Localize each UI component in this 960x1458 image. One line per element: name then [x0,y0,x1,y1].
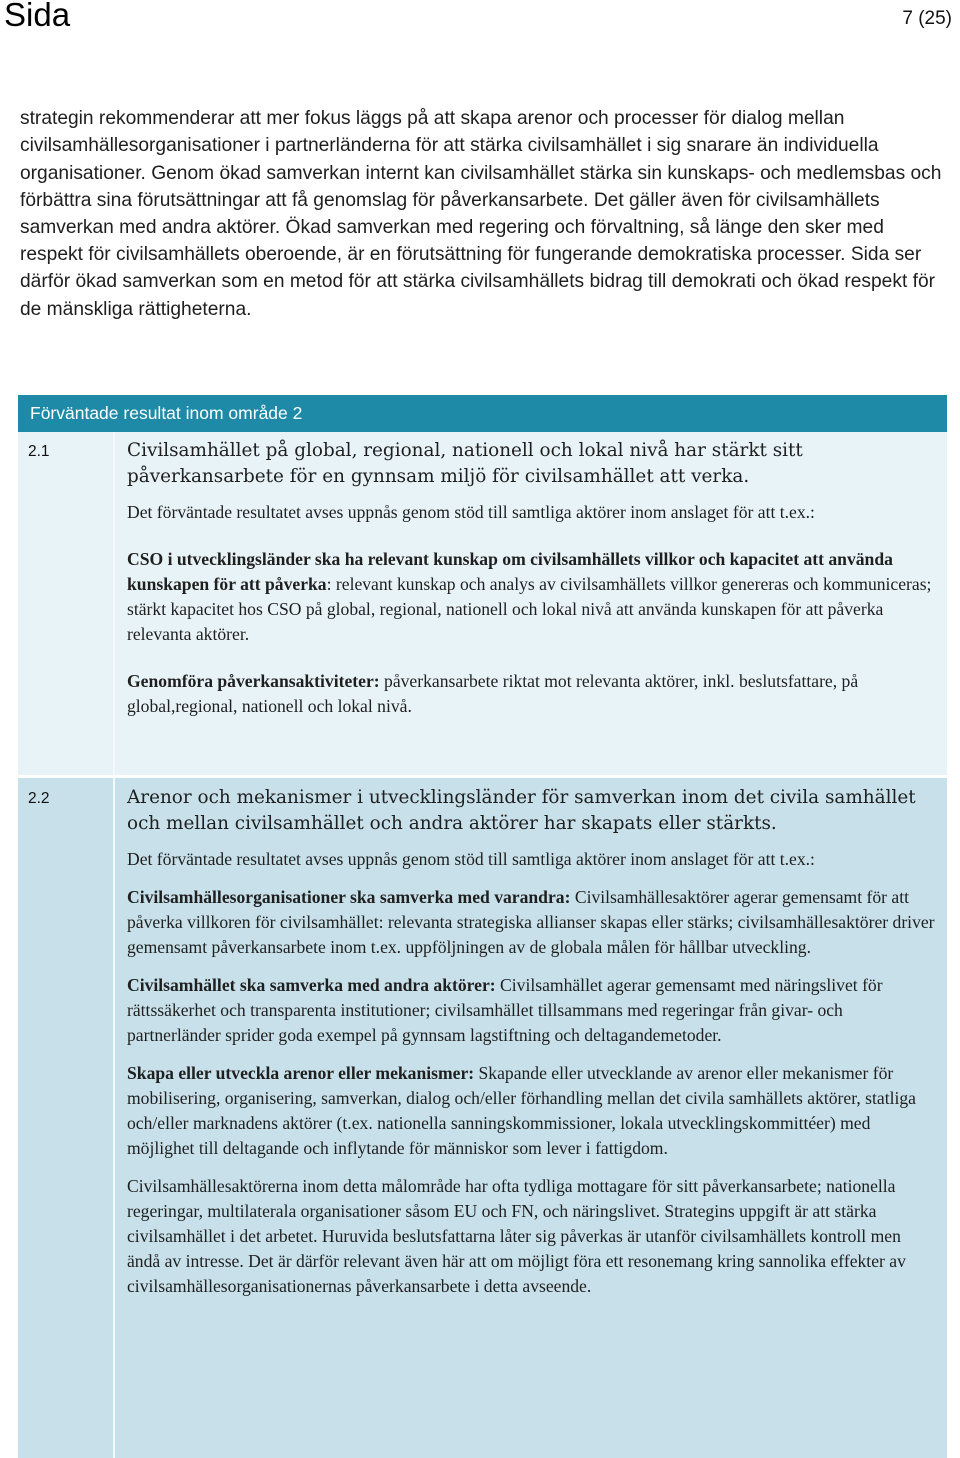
result-number: 2.1 [18,432,115,775]
result-row-2-2 [18,775,947,1458]
result-item-text: : relevant kunskap och analys av civilsamhällets villkor genereras och kommuniceras; stärkt kapacitet hos CSO på global, regional, nationell och lokal nivå att använda kunskapen för att påverka relevanta aktörer. [127,574,932,644]
result-goal: Arenor och mekanismer i utvecklingsländer för samverkan inom det civila samhället och mellan civilsamhället och andra aktörer har skapats eller stärkts. [127,787,916,834]
result-closing: Civilsamhällesaktörerna inom detta målområde har ofta tydliga mottagare för sitt påverkansarbete; nationella regeringar, multilaterala organisationer såsom EU och FN, och näringslivet. Strategins uppgift är att stärka civilsamhället i det arbetet. Huruvida beslutsfattarna låter sig påverkas är utanför civilsamhällets kontroll men ändå av intresse. Det är därför relevant även här att om möjligt föra ett resonemang kring sannolika effekter av civilsamhällesorganisationernas påverkansarbete i detta avseende. [127,1176,906,1296]
result-goal: Civilsamhället på global, regional, nationell och lokal nivå har stärkt sitt påverkansarbete för en gynnsam miljö för civilsamhället att verka. [127,440,803,487]
result-item-text: påverkansarbete riktat mot relevanta aktörer, inkl. beslutsfattare, på global,regional, nationell och lokal nivå. [127,671,859,716]
result-content [115,432,947,775]
result-note: Det förväntade resultatet avses uppnås genom stöd till samtliga aktörer inom anslaget för att t.ex.: [127,849,815,869]
result-item-heading: Skapa eller utveckla arenor eller mekanismer: [127,1063,475,1083]
result-content [115,778,947,1458]
result-item-heading: CSO i utvecklingsländer ska ha relevant kunskap om civilsamhällets villkor och kapacitet att använda kunskapen för att påverka [127,549,893,594]
result-item-heading: Civilsamhället ska samverka med andra aktörer: [127,975,496,995]
results-box-header: Förväntade resultat inom område 2 [18,395,947,432]
result-item [127,547,937,647]
result-item-text: Civilsamhällesaktörer agerar gemensamt för att påverka villkoren för civilsamhället: relevanta strategiska allianser skapas eller stärks; civilsamhällesaktörer driver gemensamt påverkansarbete inom t.ex. uppföljningen av de globala målen för hållbar utveckling. [127,887,935,957]
result-item-text: Civilsamhället agerar gemensamt med näringslivet för rättssäkerhet och transparenta institutioner; civilsamhället tillsammans med regeringar från givar- och partnerländer sprider goda exempel på gynnsam lagstiftning och deltagandemetoder. [127,975,883,1045]
result-item-text: Skapande eller utvecklande av arenor eller mekanismer för mobilisering, organisering, samverkan, dialog och/eller förhandling mellan det civila samhällets aktörer, statliga och/eller marknadens aktörer (t.ex. nationella sanningskommissioner, lokala utvecklingskommittéer) med möjlighet till deltagande och inflytande för människor som lever i fattigdom. [127,1063,916,1158]
result-item [127,1061,937,1161]
expected-results-box [18,395,947,1458]
page-number: 7 (25) [902,8,952,29]
result-number: 2.2 [18,778,115,1458]
result-item [127,669,937,719]
result-item [127,973,937,1048]
result-item-heading: Civilsamhällesorganisationer ska samverka med varandra: [127,887,571,907]
result-row-2-1 [18,432,947,775]
result-note: Det förväntade resultatet avses uppnås genom stöd till samtliga aktörer inom anslaget för att t.ex.: [127,502,815,522]
result-item-heading: Genomföra påverkansaktiviteter: [127,671,380,691]
result-item [127,885,937,960]
intro-paragraph: strategin rekommenderar att mer fokus läggs på att skapa arenor och processer för dialog mellan civilsamhällesorganisationer i partnerländerna för att stärka civilsamhället i sig snarare än individuella organisationer. Genom ökad samverkan internt kan civilsamhället stärka sin kunskaps- och medlemsbas och förbättra sina förutsättningar att få genomslag för påverkansarbete. Det gäller även för civilsamhällets samverkan med andra aktörer. Ökad samverkan med regering och förvaltning, så länge den sker med respekt för civilsamhällets oberoende, är en förutsättning för fungerande demokratiska processer. Sida ser därför ökad samverkan som en metod för att stärka civilsamhällets bidrag till demokrati och ökad respekt för de mänskliga rättigheterna. [20,108,942,320]
page-header-title: Sida [4,0,71,33]
